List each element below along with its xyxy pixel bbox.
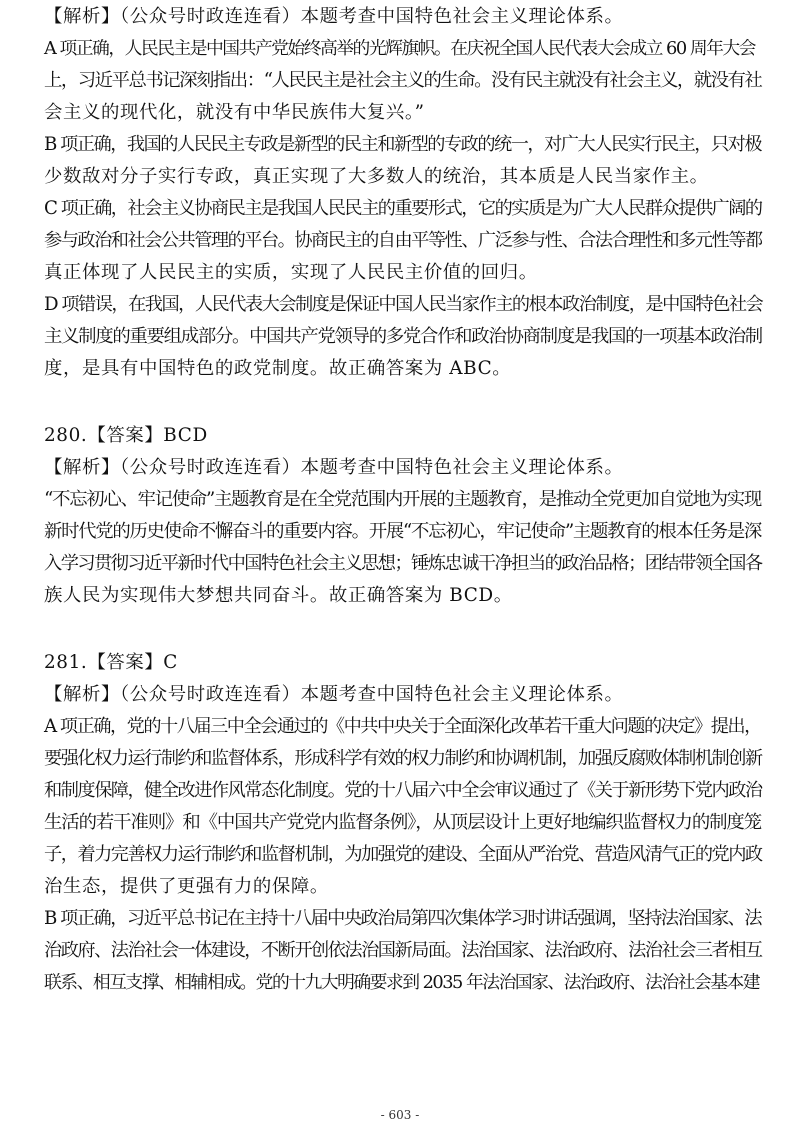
paragraph-line: A 项正确，党的十八届三中全会通过的《中共中央关于全面深化改革若干重大问题的决定》提出， bbox=[44, 716, 761, 737]
paragraph-line: D 项错误，在我国，人民代表大会制度是保证中国人民当家作主的根本政治制度，是中国特色社会 bbox=[44, 294, 763, 315]
paragraph-line: 联系、相互支撑、相辅相成。党的十九大明确要求到 2035 年法治国家、法治政府、法治社会基本建 bbox=[44, 972, 760, 993]
paragraph-line: 新时代党的历史使命不懈奋斗的重要内容。开展“不忘初心，牢记使命”主题教育的根本任务是深 bbox=[44, 521, 761, 542]
paragraph-line: B 项正确，习近平总书记在主持十八届中央政治局第四次集体学习时讲话强调，坚持法治国家、法 bbox=[44, 908, 762, 929]
paragraph-line: A 项正确，人民民主是中国共产党始终高举的光辉旗帜。在庆祝全国人民代表大会成立 60 周年大会 bbox=[44, 38, 755, 59]
paragraph-line: “不忘初心、牢记使命”主题教育是在全党范围内开展的主题教育，是推动全党更加自觉地为实现 bbox=[44, 489, 761, 510]
paragraph-line: 真正体现了人民民主的实质，实现了人民民主价值的回归。 bbox=[44, 262, 538, 283]
analysis-heading: 【解析】（公众号时政连连看）本题考查中国特色社会主义理论体系。 bbox=[44, 684, 624, 705]
paragraph-line: 要强化权力运行制约和监督体系，形成科学有效的权力制约和协调机制，加强反腐败体制机制创新 bbox=[44, 748, 762, 769]
paragraph-line: 治政府、法治社会一体建设，不断开创依法治国新局面。法治国家、法治政府、法治社会三者相互 bbox=[44, 940, 762, 961]
analysis-heading: 【解析】（公众号时政连连看）本题考查中国特色社会主义理论体系。 bbox=[44, 457, 624, 478]
paragraph-line: 治生态，提供了更强有力的保障。 bbox=[44, 876, 329, 897]
answer-heading: 281.【答案】C bbox=[44, 652, 178, 673]
paragraph-line: 度，是具有中国特色的政党制度。故正确答案为 ABC。 bbox=[44, 358, 512, 379]
paragraph-line: 和制度保障，健全改进作风常态化制度。党的十八届六中全会审议通过了《关于新形势下党内政治 bbox=[44, 780, 762, 801]
paragraph-line: 生活的若干准则》和《中国共产党党内监督条例》，从顶层设计上更好地编织监督权力的制度笼 bbox=[44, 812, 762, 833]
paragraph-line: 族人民为实现伟大梦想共同奋斗。故正确答案为 BCD。 bbox=[44, 585, 513, 606]
paragraph-line: 参与政治和社会公共管理的平台。协商民主的自由平等性、广泛参与性、合法合理性和多元性等都 bbox=[44, 230, 762, 251]
page-number: - 603 - bbox=[380, 1108, 420, 1122]
paragraph-line: C 项正确，社会主义协商民主是我国人民民主的重要形式，它的实质是为广大人民群众提供广阔的 bbox=[44, 198, 762, 219]
paragraph-line: 会主义的现代化，就没有中华民族伟大复兴。” bbox=[44, 102, 425, 123]
paragraph-line: 子，着力完善权力运行制约和监督机制，为加强党的建设、全面从严治党、营造风清气正的党内政 bbox=[44, 844, 762, 865]
paragraph-line: 少数敌对分子实行专政，真正实现了大多数人的统治，其本质是人民当家作主。 bbox=[44, 166, 709, 187]
paragraph-line: B 项正确，我国的人民民主专政是新型的民主和新型的专政的统一，对广大人民实行民主，只对极 bbox=[44, 134, 762, 155]
answer-heading: 280.【答案】BCD bbox=[44, 425, 208, 446]
paragraph-line: 主义制度的重要组成部分。中国共产党领导的多党合作和政治协商制度是我国的一项基本政治制 bbox=[44, 326, 762, 347]
paragraph-line: 入学习贯彻习近平新时代中国特色社会主义思想；锤炼忠诚干净担当的政治品格；团结带领全国各 bbox=[44, 553, 762, 574]
analysis-heading: 【解析】（公众号时政连连看）本题考查中国特色社会主义理论体系。 bbox=[44, 6, 624, 27]
paragraph-line: 上，习近平总书记深刻指出：“人民民主是社会主义的生命。没有民主就没有社会主义，就没有社 bbox=[44, 70, 762, 91]
